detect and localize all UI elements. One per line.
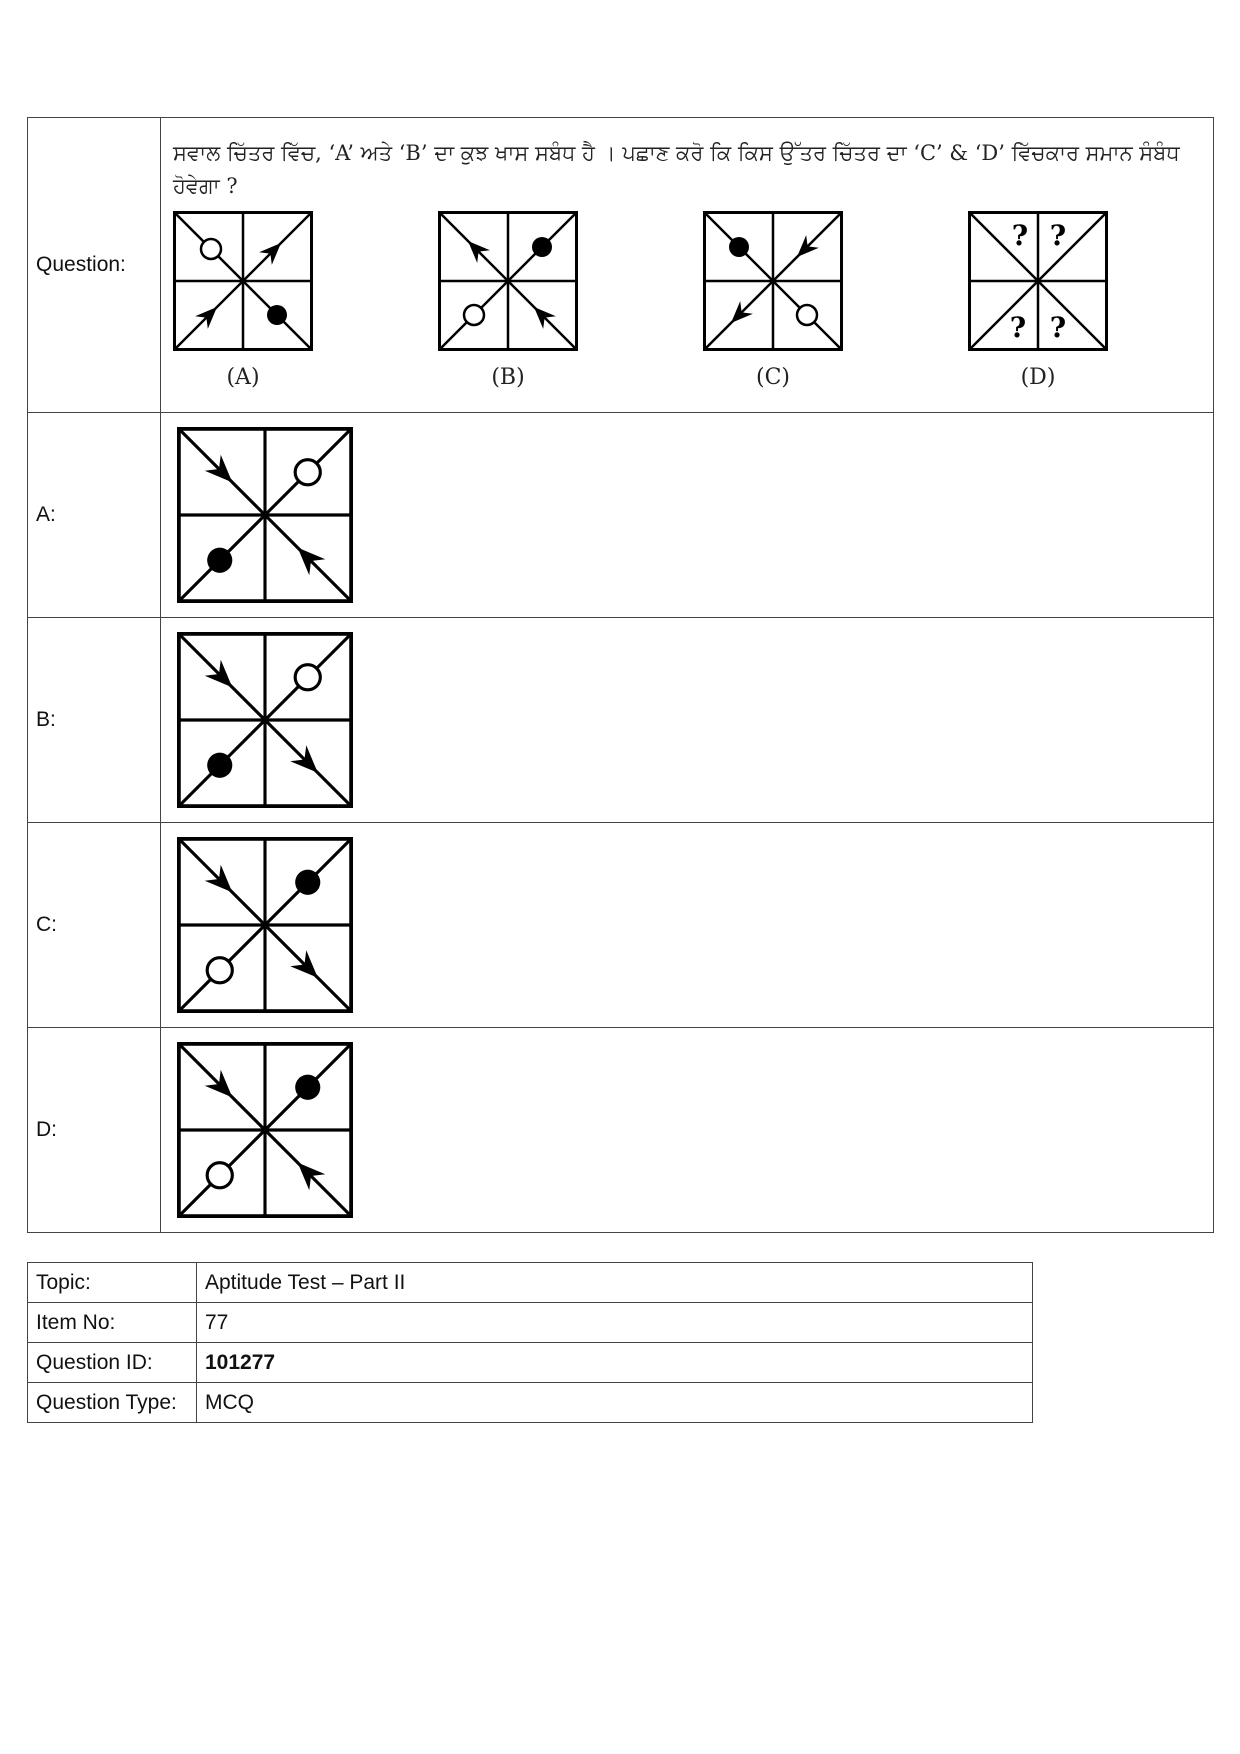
question-mark: ? — [1009, 310, 1027, 344]
question-mark: ? — [1049, 218, 1067, 252]
figure-c-drawing — [703, 211, 843, 351]
topic-value: Aptitude Test – Part II — [197, 1263, 1033, 1303]
option-label-b: B: — [28, 618, 161, 823]
hollow-circle-icon — [207, 1163, 232, 1188]
meta-row-qtype — [28, 1383, 1033, 1423]
figure-caption: (D) — [1020, 364, 1056, 390]
figure-d-drawing — [968, 211, 1108, 351]
question-text: ਸਵਾਲ ਚਿੱਤਰ ਵਿੱਚ, ‘A’ ਅਤੇ ‘B’ ਦਾ ਕੁਝ ਖਾਸ ਸਬੰਧ ਹੈ । ਪਛਾਣ ਕਰੋ ਕਿ ਕਿਸ ਉੱਤਰ ਚਿੱਤਰ ਦਾ ‘C’ & ‘D’ ਵਿੱਚਕਾਰ ਸਮਾਨ ਸੰਬੰਧ ਹੋਵੇਗਾ ? — [173, 140, 1180, 198]
meta-row-item — [28, 1303, 1033, 1343]
option-label-d: D: — [28, 1028, 161, 1233]
option-d-figure[interactable] — [177, 1042, 353, 1218]
filled-circle-icon — [532, 237, 552, 257]
figure-caption: (B) — [491, 364, 525, 390]
question-figure-c — [698, 211, 848, 390]
hollow-circle-icon — [464, 305, 484, 325]
filled-circle-icon — [729, 237, 749, 257]
option-figure-cell-a[interactable] — [161, 413, 1214, 618]
figure-caption: (C) — [756, 364, 790, 390]
filled-circle-icon — [207, 548, 232, 573]
question-content — [161, 118, 1214, 413]
filled-circle-icon — [267, 305, 287, 325]
filled-circle-icon — [295, 870, 320, 895]
question-type-label: Question Type: — [28, 1383, 197, 1423]
question-mark: ? — [1011, 218, 1029, 252]
figure-b-drawing — [438, 211, 578, 351]
hollow-circle-icon — [295, 665, 320, 690]
question-type-value: MCQ — [197, 1383, 1033, 1423]
metadata-table — [27, 1262, 1033, 1423]
option-figure-cell-d[interactable] — [161, 1028, 1214, 1233]
hollow-circle-icon — [797, 305, 817, 325]
option-c-figure[interactable] — [177, 837, 353, 1013]
option-b-figure[interactable] — [177, 632, 353, 808]
option-a-figure[interactable] — [177, 427, 353, 603]
meta-row-topic — [28, 1263, 1033, 1303]
option-label-a: A: — [28, 413, 161, 618]
question-figure-d — [963, 211, 1113, 390]
option-row-a[interactable] — [28, 413, 1214, 618]
figure-caption: (A) — [226, 364, 260, 390]
item-no-label: Item No: — [28, 1303, 197, 1343]
question-mark: ? — [1049, 310, 1067, 344]
question-row — [28, 118, 1214, 413]
option-row-d[interactable] — [28, 1028, 1214, 1233]
filled-circle-icon — [295, 1075, 320, 1100]
filled-circle-icon — [207, 753, 232, 778]
question-figure-a — [168, 211, 318, 390]
question-table — [27, 117, 1214, 1233]
option-label-c: C: — [28, 823, 161, 1028]
question-figures — [161, 203, 1213, 408]
question-id-label: Question ID: — [28, 1343, 197, 1383]
item-no-value: 77 — [197, 1303, 1033, 1343]
hollow-circle-icon — [207, 958, 232, 983]
option-figure-cell-c[interactable] — [161, 823, 1214, 1028]
option-figure-cell-b[interactable] — [161, 618, 1214, 823]
topic-label: Topic: — [28, 1263, 197, 1303]
option-row-b[interactable] — [28, 618, 1214, 823]
meta-row-qid — [28, 1343, 1033, 1383]
question-figure-b — [433, 211, 583, 390]
figure-a-drawing — [173, 211, 313, 351]
option-row-c[interactable] — [28, 823, 1214, 1028]
question-label: Question: — [28, 118, 161, 413]
question-id-value: 101277 — [197, 1343, 1033, 1383]
hollow-circle-icon — [295, 460, 320, 485]
hollow-circle-icon — [201, 239, 221, 259]
